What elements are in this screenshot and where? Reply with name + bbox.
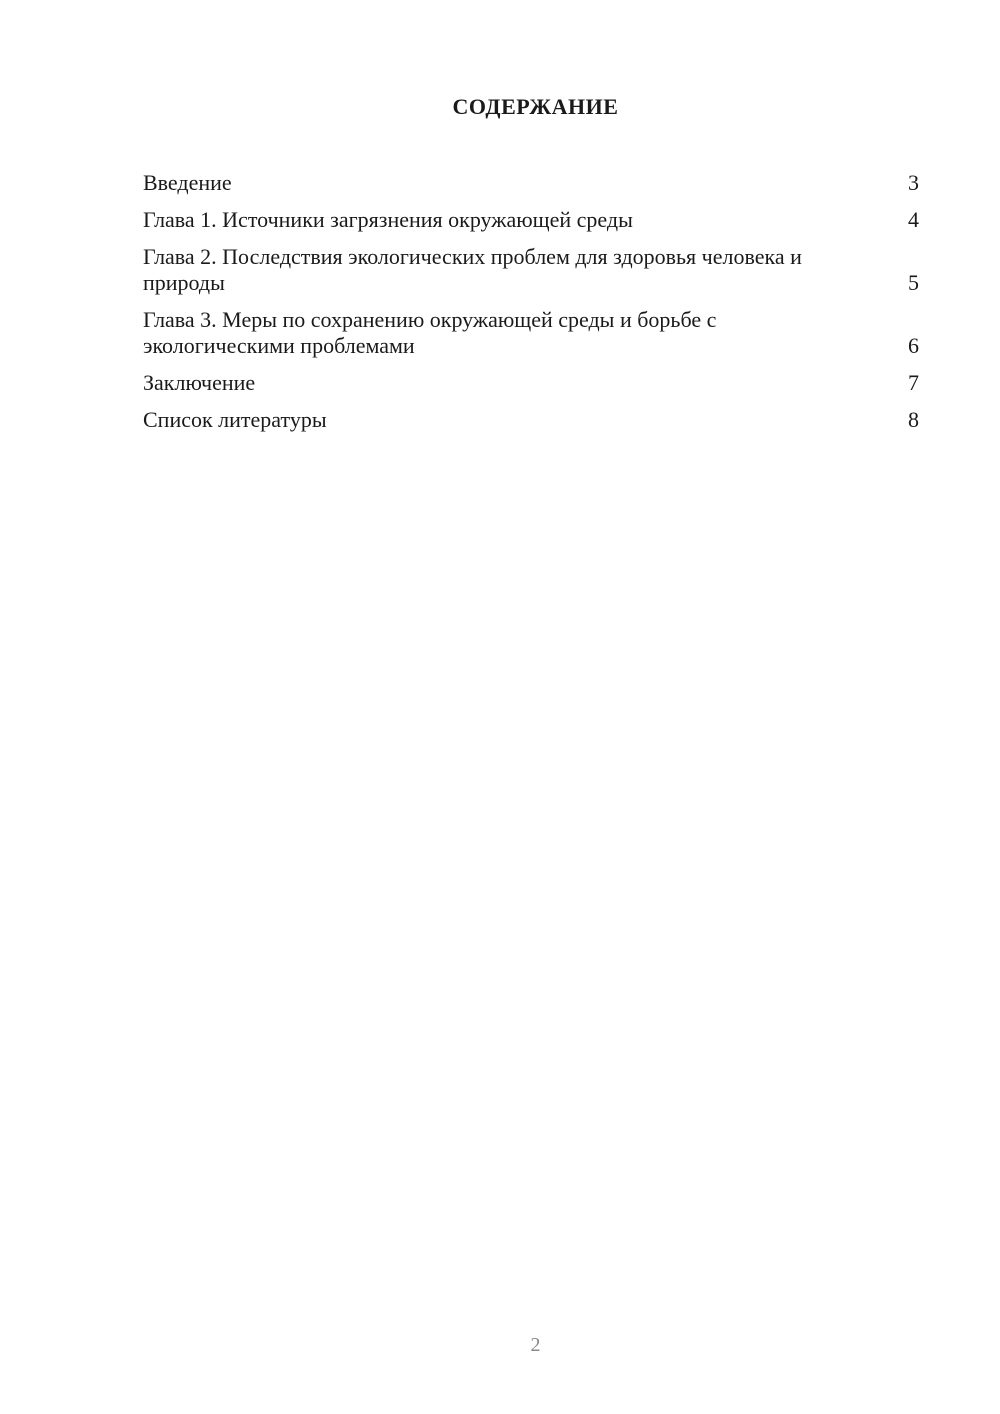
toc-entry-text: Глава 3. Меры по сохранению окружающей среды и борьбе с экологическими проблемами bbox=[143, 307, 717, 358]
toc-entry-introduction bbox=[143, 170, 919, 196]
toc-entry-chapter-3 bbox=[143, 307, 919, 359]
table-of-contents bbox=[143, 170, 919, 444]
toc-entry-text: Заключение bbox=[143, 370, 256, 395]
toc-entry-page: 3 bbox=[908, 170, 919, 195]
toc-entry-conclusion bbox=[143, 370, 919, 396]
toc-entry-page: 8 bbox=[908, 407, 919, 432]
toc-entry-chapter-2 bbox=[143, 244, 919, 296]
toc-entry-text: Глава 2. Последствия экологических проблем для здоровья человека и природы bbox=[143, 244, 802, 295]
toc-entry-page: 5 bbox=[908, 270, 919, 295]
toc-title: СОДЕРЖАНИЕ bbox=[452, 94, 619, 119]
toc-entry-text: Введение bbox=[143, 170, 232, 195]
page-number: 2 bbox=[530, 1334, 541, 1356]
toc-entry-text: Список литературы bbox=[143, 407, 327, 432]
toc-entry-references bbox=[143, 407, 919, 433]
toc-entry-text: Глава 1. Источники загрязнения окружающей среды bbox=[143, 207, 633, 232]
toc-entry-page: 6 bbox=[908, 333, 919, 358]
toc-entry-page: 7 bbox=[908, 370, 919, 395]
toc-entry-chapter-1 bbox=[143, 207, 919, 233]
toc-entry-page: 4 bbox=[908, 207, 919, 232]
